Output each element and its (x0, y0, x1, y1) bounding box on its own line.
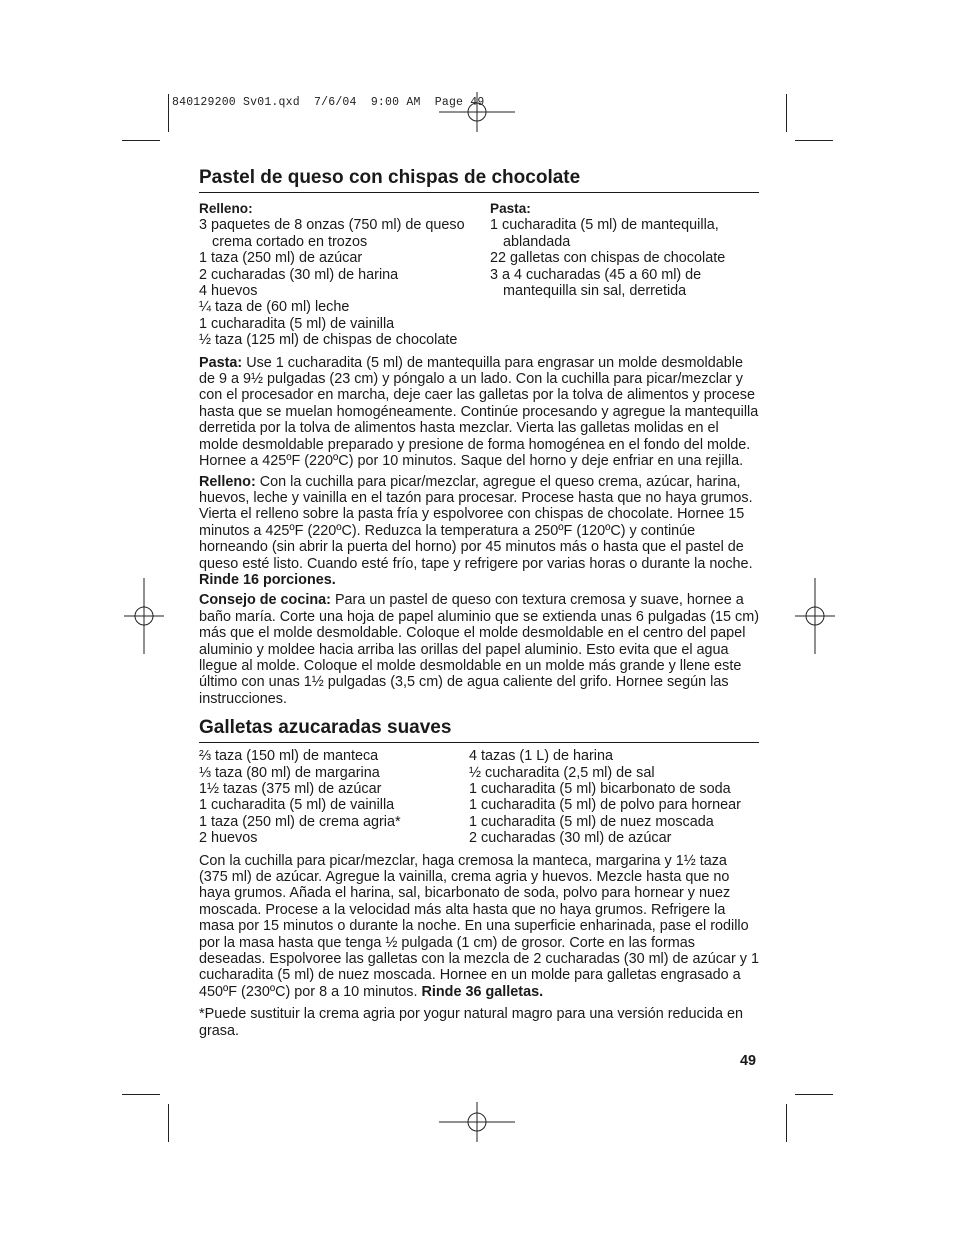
recipe-cheesecake (199, 166, 759, 707)
filling-heading: Relleno: (199, 201, 253, 216)
recipe-title: Galletas azucaradas suaves (199, 716, 759, 743)
ingredient-item: ½ cucharadita (2,5 ml) de sal (469, 764, 655, 781)
ingredient-item: 3 a 4 cucharadas (45 a 60 ml) de mantequilla sin sal, derretida (490, 266, 702, 300)
recipe-title: Pastel de queso con chispas de chocolate (199, 166, 759, 193)
page-content (199, 166, 759, 1039)
substitution-note: *Puede sustituir la crema agria por yogur natural magro para una versión reducida en grasa. (199, 1006, 743, 1039)
filling-instructions (199, 474, 759, 589)
filling-instructions-text: Con la cuchilla para picar/mezclar, agregue el queso crema, azúcar, harina, huevos, leche y vainilla en el tazón para procesar. Procese hasta que no haya grumos. Vierta el relleno sobre la pasta fría y espolvoree con chispas de chocolate. Hornee 15 minutos a 425ºF (220ºC). Reduzca la temperatura a 250ºF (120ºC) y continúe horneando (sin abrir la puerta del horno) por 45 minutos más o hasta que el pastel de queso esté listo. Cuando esté frío, tape y refrigere por varias horas o durante la noche. (199, 473, 753, 572)
recipe-yield: Rinde 16 porciones. (199, 571, 336, 588)
ingredients-right-list (469, 748, 759, 846)
crust-heading: Pasta: (490, 201, 531, 216)
registration-mark-left-icon (106, 578, 182, 654)
page-number: 49 (740, 1053, 757, 1069)
ingredient-item: 2 cucharadas (30 ml) de azúcar (469, 830, 672, 847)
crust-instructions (199, 355, 759, 470)
registration-mark-top-icon (439, 74, 515, 150)
ingredients-left (199, 748, 469, 846)
filling-list (199, 217, 490, 348)
cookie-instructions-text: Con la cuchilla para picar/mezclar, haga cremosa la manteca, margarina y 1½ taza (375 ml) de azúcar. Agregue la vainilla, crema agria y huevos. Mezcle hasta que no haya grumos. Añada el harina, sal, bicarbonato de soda, polvo para hornear y nuez moscada. Procese a la velocidad más alta hasta que no haya grumos. Refrigere la masa por 15 minutos o durante la noche. En una superficie enharinada, pase el rodillo por la masa hasta que tenga ½ pulgada (1 cm) de grosor. Corte en las formas deseadas. Espolvoree las galletas con la mezcla de 2 cucharadas (30 ml) de azúcar y 1 cucharadita (5 ml) de nuez moscada. Hornee en un molde para galletas engrasado a 450ºF (230ºC) por 8 a 10 minutos. (199, 852, 759, 1000)
crop-mark-tl-h (122, 140, 160, 141)
ingredient-item: 1 cucharadita (5 ml) de polvo para hornear (469, 797, 741, 814)
ingredient-item: 2 huevos (199, 830, 258, 847)
crust-instructions-label: Pasta: (199, 354, 243, 371)
ingredient-item: ⅓ taza (80 ml) de margarina (199, 764, 380, 781)
registration-mark-bottom-icon (439, 1084, 515, 1160)
crop-mark-bl-h (122, 1094, 160, 1095)
ingredient-item: ¼ taza de (60 ml) leche (199, 299, 350, 316)
ingredient-item: 1½ tazas (375 ml) de azúcar (199, 781, 382, 797)
registration-mark-right-icon (777, 578, 853, 654)
ingredients-columns (199, 748, 759, 846)
ingredient-item: 22 galletas con chispas de chocolate (490, 250, 726, 267)
ingredients-right (469, 748, 759, 846)
crop-mark-tr-h (795, 140, 833, 141)
filling-ingredients (199, 201, 490, 349)
crust-list (490, 217, 759, 299)
ingredient-item: 1 cucharadita (5 ml) de nuez moscada (469, 813, 714, 830)
ingredient-item: 3 paquetes de 8 onzas (750 ml) de queso crema cortado en trozos (199, 217, 465, 250)
ingredient-item: 1 cucharadita (5 ml) de mantequilla, ablandada (490, 217, 719, 250)
recipe-sugar-cookies (199, 716, 759, 1039)
ingredients-left-list (199, 748, 469, 846)
ingredient-item: 4 tazas (1 L) de harina (469, 748, 613, 765)
ingredient-item: 1 cucharadita (5 ml) de vainilla (199, 315, 395, 332)
ingredient-item: 2 cucharadas (30 ml) de harina (199, 266, 399, 283)
ingredient-item: 1 taza (250 ml) de crema agria* (199, 813, 401, 830)
crop-mark-tl-v (168, 94, 169, 132)
print-slug: 840129200 Sv01.qxd 7/6/04 9:00 AM Page 49 (172, 96, 485, 109)
recipe-yield: Rinde 36 galletas. (421, 983, 544, 1000)
cookie-instructions (199, 853, 759, 1001)
crust-ingredients (490, 201, 759, 349)
cooking-tip-text: Para un pastel de queso con textura cremosa y suave, hornee a baño maría. Corte una hoja de papel aluminio que se extienda unas 6 pulgadas (15 cm) más que el molde desmoldable. Coloque el molde desmoldable en el centro del papel aluminio y moldee hacia arriba las orillas del papel aluminio. Esto evita que el agua llegue al molde. Coloque el molde desmoldable en un molde más grande y llene este último con unas 1½ pulgadas (3,5 cm) de agua caliente del grifo. Hornee según las instrucciones. (199, 592, 759, 707)
crop-mark-bl-v (168, 1104, 169, 1142)
ingredient-item: 1 taza (250 ml) de azúcar (199, 250, 363, 267)
cooking-tip-label: Consejo de cocina: (199, 592, 331, 609)
crust-instructions-text: Use 1 cucharadita (5 ml) de mantequilla para engrasar un molde desmoldable de 9 a 9½ pulgadas (23 cm) y póngalo a un lado. Con la cuchilla para picar/mezclar y con el procesador en marcha, deje caer las galletas por la tolva de alimentos y procese hasta que se muelan homogéneamente. Continúe procesando y agregue la mantequilla derretida por la tolva de alimentos hasta mezclar. Vierta las galletas molidas en el molde desmoldable preparado y presione de forma homogénea en el fondo del molde. Hornee a 425ºF (220ºC) por 10 minutos. Saque del horno y deje enfriar en una rejilla. (199, 354, 759, 470)
ingredient-item: 1 cucharadita (5 ml) de vainilla (199, 797, 395, 814)
ingredient-item: ⅔ taza (150 ml) de manteca (199, 748, 379, 765)
cooking-tip (199, 592, 759, 707)
filling-instructions-label: Relleno: (199, 473, 256, 490)
ingredient-item: 1 cucharadita (5 ml) bicarbonato de soda (469, 781, 731, 797)
crop-mark-tr-v (786, 94, 787, 132)
ingredients-columns (199, 201, 759, 349)
crop-mark-br-h (795, 1094, 833, 1095)
ingredient-item: 4 huevos (199, 283, 258, 300)
ingredient-item: ½ taza (125 ml) de chispas de chocolate (199, 332, 458, 349)
crop-mark-br-v (786, 1104, 787, 1142)
